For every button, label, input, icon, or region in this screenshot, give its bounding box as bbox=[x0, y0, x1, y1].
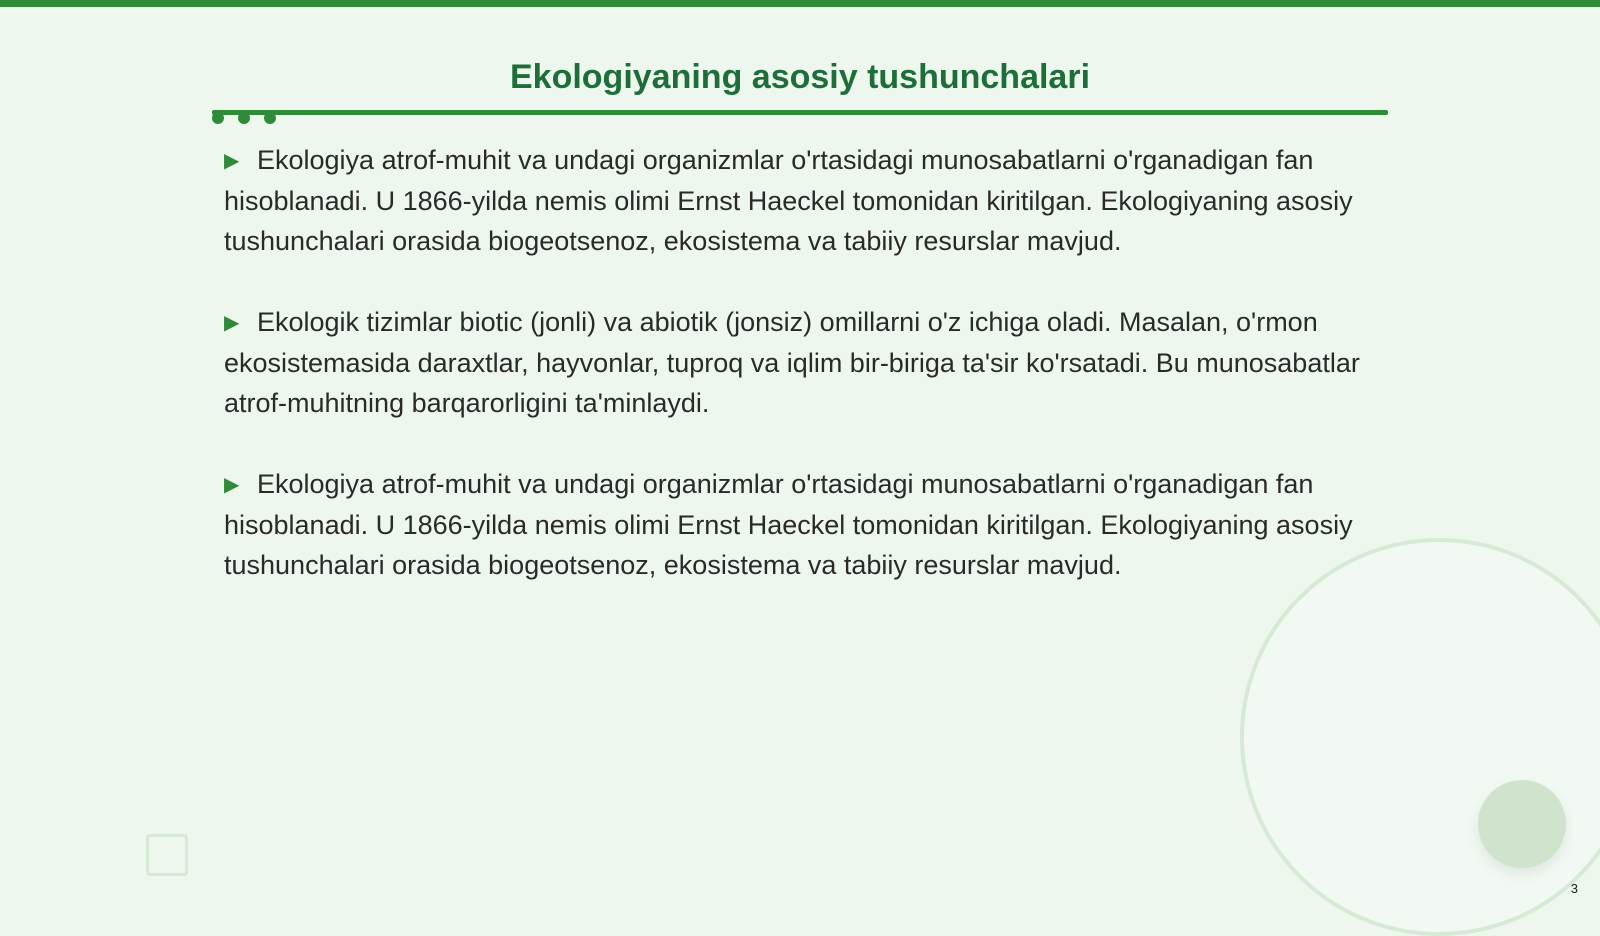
dot-icon bbox=[264, 112, 276, 124]
slide-title: Ekologiyaning asosiy tushunchalari bbox=[509, 58, 1091, 96]
dot-icon bbox=[212, 112, 224, 124]
decorative-ball bbox=[1478, 780, 1566, 868]
top-accent-stripe bbox=[0, 0, 1600, 7]
page-number: 3 bbox=[1570, 881, 1578, 896]
bullet-text: Ekologiya atrof-muhit va undagi organizmlar o'rtasidagi munosabatlarni o'rganadigan fan hisoblanadi. U 1866-yilda nemis olimi Ernst Haeckel tomonidan kiritilgan. Ekologiyaning asosiy tushunchalari orasida biogeotsenoz, ekosistema va tabiiy resurslar mavjud. bbox=[224, 145, 1353, 256]
decorative-square bbox=[146, 834, 188, 876]
slide-content bbox=[224, 140, 1374, 626]
bullet-item bbox=[224, 140, 1374, 261]
triangle-bullet-icon: ▶ bbox=[224, 150, 240, 172]
bullet-text: Ekologiya atrof-muhit va undagi organizmlar o'rtasidagi munosabatlarni o'rganadigan fan hisoblanadi. U 1866-yilda nemis olimi Ernst Haeckel tomonidan kiritilgan. Ekologiyaning asosiy tushunchalari orasida biogeotsenoz, ekosistema va tabiiy resurslar mavjud. bbox=[224, 469, 1353, 580]
title-underline bbox=[212, 110, 1388, 115]
dot-icon bbox=[238, 112, 250, 124]
triangle-bullet-icon: ▶ bbox=[224, 312, 240, 334]
bullet-item bbox=[224, 302, 1374, 423]
triangle-bullet-icon: ▶ bbox=[224, 474, 240, 496]
bullet-text: Ekologik tizimlar biotic (jonli) va abiotik (jonsiz) omillarni o'z ichiga oladi. Masalan, o'rmon ekosistemasida daraxtlar, hayvonlar, tuproq va iqlim bir-biriga ta'sir ko'rsatadi. Bu munosabatlar atrof-muhitning barqarorligini ta'minlaydi. bbox=[224, 307, 1360, 418]
decorative-dots bbox=[212, 112, 282, 126]
bullet-item bbox=[224, 464, 1374, 585]
